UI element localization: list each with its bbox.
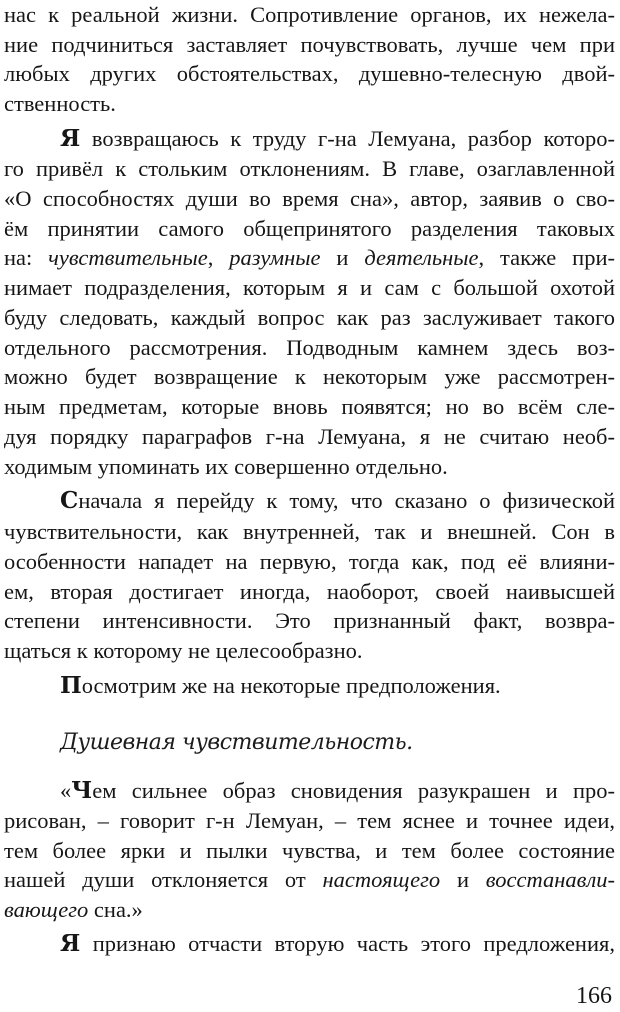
quote-mark: « — [60, 778, 72, 803]
text-line: «О способностях души во время сна», автор, заявив о сво- — [4, 186, 615, 211]
text-span: начала я перейду к тому, что сказано о физической — [78, 488, 615, 513]
text-line — [4, 243, 615, 273]
page-number: 166 — [576, 983, 612, 1009]
drop-cap: Я — [60, 930, 81, 957]
italic-term: вающего — [4, 897, 89, 922]
text-line — [60, 486, 615, 516]
text-line: нимает подразделения, которым я и сам с большой охотой — [4, 275, 615, 300]
italic-term: настоящего — [322, 867, 441, 892]
text-span: возвращаюсь к труду г-на Лемуана, разбор которо- — [80, 126, 615, 151]
text-span: , — [207, 245, 230, 270]
text-line: дуя порядку параграфов г-на Лемуана, я не считаю необ- — [4, 424, 615, 449]
text-span: ем сильнее образ сновидения разукрашен и про- — [92, 778, 615, 803]
text-line: нас к реальной жизни. Сопротивление органов, их нежела- — [4, 2, 615, 27]
text-line — [4, 865, 615, 895]
text-line — [60, 124, 615, 154]
text-line — [60, 776, 615, 806]
drop-cap: Я — [60, 125, 81, 152]
text-line: особенности нападет на первую, тогда как, под её влияни- — [4, 549, 615, 574]
text-line: буду следовать, каждый вопрос как раз заслуживает такого — [4, 305, 615, 330]
italic-term: чувствительные — [48, 245, 208, 270]
text-span: нашей души отклоняется от — [4, 867, 323, 892]
text-line: ем, вторая достигает иногда, наоборот, своей наивысшей — [4, 579, 615, 604]
text-span: признаю отчасти вторую часть этого предложения, — [80, 931, 615, 956]
italic-term: разумные — [229, 245, 321, 270]
text-span: сна.» — [88, 897, 143, 922]
italic-term: деятельные — [364, 245, 479, 270]
text-line: чувствительности, как внутренней, так и внешней. Сон в — [4, 519, 615, 544]
italic-term: восстанавли- — [485, 867, 615, 892]
text-span: на: — [4, 245, 49, 270]
drop-cap: П — [60, 672, 82, 699]
text-line — [60, 671, 615, 701]
text-line: ходимым упоминать их совершенно отдельно. — [4, 454, 448, 479]
text-line: ственность. — [4, 91, 116, 116]
text-line: степени интенсивности. Это признанный факт, возвра- — [4, 608, 615, 633]
text-line: отдельного рассмотрения. Подводным камнем здесь воз- — [4, 335, 615, 360]
drop-cap: Ч — [71, 777, 93, 804]
text-line: рисован, – говорит г-н Лемуан, – тем яснее и точнее идеи, — [4, 808, 615, 833]
section-heading: Душевная чувствительность. — [60, 730, 413, 755]
text-line: щаться к которому не целесообразно. — [4, 638, 363, 663]
text-span: осмотрим же на некоторые предположения. — [81, 673, 501, 698]
text-line: любых других обстоятельствах, душевно-телесную двой- — [4, 61, 615, 86]
text-line — [60, 929, 615, 959]
text-line: ным предметам, которые вновь появятся; но во всём сле- — [4, 394, 615, 419]
text-line — [4, 895, 615, 925]
text-span: и — [320, 245, 365, 270]
text-line: можно будет возвращение к некоторым уже рассмотрен- — [4, 364, 615, 389]
drop-cap: С — [60, 487, 79, 514]
text-line: тем более ярки и пылки чувства, и тем более состояние — [4, 838, 615, 863]
text-line: ём принятии самого общепринятого разделения таковых — [4, 216, 615, 241]
text-span: , также при- — [478, 245, 615, 270]
text-line: го привёл к стольким отклонениям. В главе, озаглавленной — [4, 156, 615, 181]
text-line: ние подчиниться заставляет почувствовать, лучше чем при — [4, 32, 615, 57]
text-span: и — [440, 867, 486, 892]
